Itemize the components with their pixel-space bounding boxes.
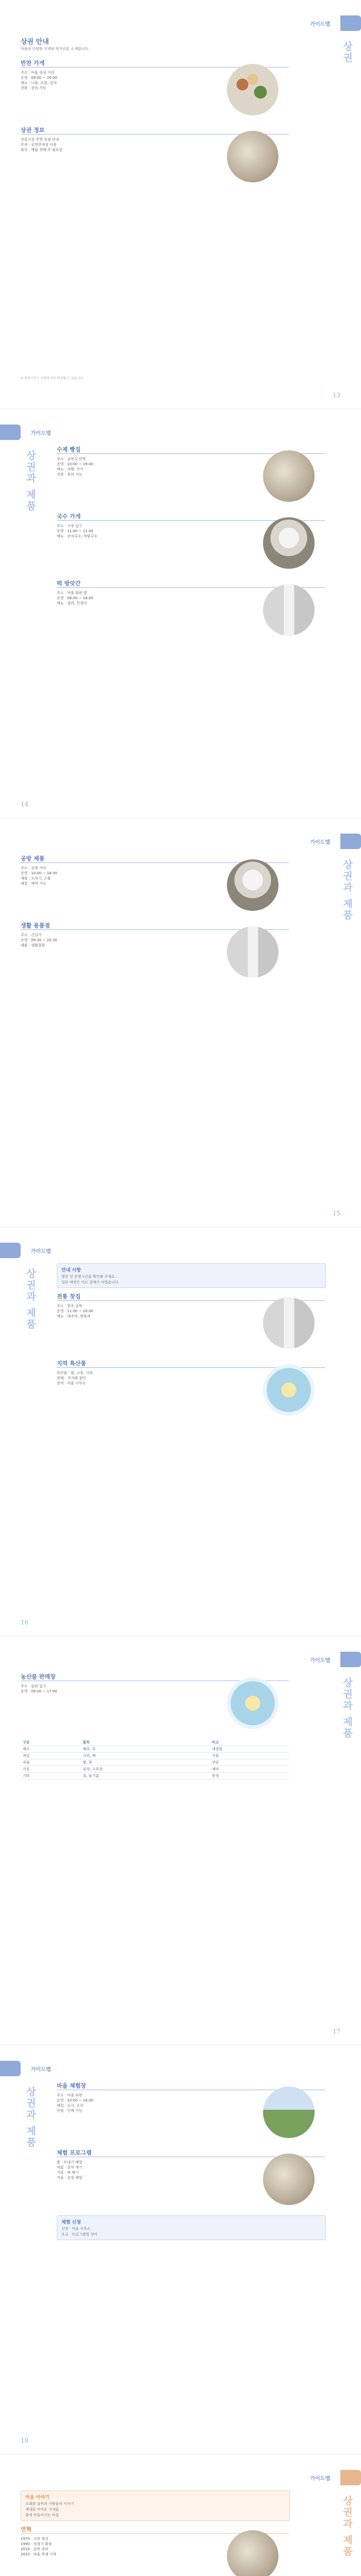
section-list-item: 주소 · 골목길 안쪽: [57, 457, 86, 461]
section-list: [21, 866, 191, 886]
section-list: [57, 2093, 227, 2113]
page-ribbon: [0, 425, 21, 440]
table-header-cell: 품목: [81, 1739, 210, 1746]
section-list: [21, 70, 191, 91]
table-cell: 계절별: [210, 1746, 289, 1753]
page-number: 18: [21, 2437, 29, 2444]
info-box-line: 오래된 골목과 사람들의 이야기: [25, 2502, 74, 2506]
table-cell: 된장, 고추장: [81, 1766, 210, 1773]
page-vertical-title: 상권과 제품: [341, 2496, 353, 2557]
section-list-item: 여름 · 감자 캐기: [57, 2165, 83, 2170]
section-photo: [263, 1364, 315, 1416]
section-list-item: 판매 · 직거래 장터: [57, 1376, 86, 1380]
page-sheet: [0, 2454, 361, 2576]
table-row: [21, 1773, 289, 1780]
page-number: 14: [21, 801, 29, 808]
section-list-item: 주소 · 공방 거리: [21, 866, 46, 870]
section-photo: [227, 926, 278, 978]
page-number: 17: [332, 2028, 340, 2035]
section-photo: [227, 1677, 278, 1729]
page-sheet: [0, 2045, 361, 2454]
section-list: [57, 590, 227, 606]
page-category: 가이드맵: [310, 840, 330, 845]
section-photo: [227, 2530, 278, 2576]
section-list-item: 문의 · 마을 사무소: [57, 1381, 86, 1385]
section-heading: 농산물 판매장: [21, 1673, 56, 1680]
page-sheet: [0, 818, 361, 1227]
section-list-item: 메뉴 · 절편, 인절미: [57, 601, 87, 605]
section-list-item: 운영 · 10:00 ~ 18:00: [21, 871, 57, 875]
section-list-item: 메뉴 · 식빵, 쿠키: [57, 467, 84, 471]
section-list-item: 1990 · 상점가 확장: [21, 2542, 52, 2546]
page-ribbon: [340, 2470, 361, 2485]
info-box: [21, 2490, 290, 2521]
section-list-item: 1970 · 시장 형성: [21, 2537, 48, 2541]
table-header-row: [21, 1739, 289, 1746]
section-photo: [263, 2087, 315, 2138]
page-vertical-title: 상권과 제품: [25, 1268, 36, 1330]
info-box: [57, 2215, 326, 2240]
table-cell: 연중: [210, 1759, 289, 1766]
section-list-item: 전통시장 주변 상점 안내: [21, 138, 59, 142]
section-heading: 상권 정보: [21, 127, 45, 133]
section-list-item: 봄 · 모내기 체험: [57, 2160, 83, 2164]
info-box-line: 함께 만들어가는 마을: [25, 2513, 59, 2517]
section-list-item: 운영 · 11:00 ~ 21:00: [57, 529, 93, 533]
info-box-line: 신청 · 마을 사무소: [61, 2227, 91, 2231]
page-sheet: [0, 1227, 361, 1636]
page-heading: 상권 안내: [21, 38, 49, 46]
page-category: 가이드맵: [310, 1658, 330, 1664]
page-category: 가이드맵: [310, 22, 330, 27]
page-ribbon: [340, 1652, 361, 1667]
page-ribbon: [0, 1243, 21, 1258]
section-list-item: 주차 · 공영주차장 이용: [21, 143, 57, 147]
table-cell: 꿀, 들기름: [81, 1773, 210, 1780]
section-list: [57, 1303, 227, 1319]
info-box-line: 세대를 이어온 가게들: [25, 2507, 59, 2512]
section-list-item: 운영 · 09:00 ~ 17:00: [21, 1689, 57, 1693]
page-ribbon: [340, 834, 361, 849]
section-list-item: 체험 · 예약 가능: [21, 882, 46, 886]
section-list: [57, 456, 227, 477]
page-vertical-title: 상권과 제품: [341, 859, 353, 921]
section-list-item: 가을 · 벼 베기: [57, 2171, 79, 2175]
page-vertical-title: 상권: [341, 41, 353, 64]
page-number: 16: [21, 1619, 29, 1626]
section-list-item: 주소 · 마을 뒤편: [57, 2093, 83, 2097]
section-list-item: 주소 · 한옥 골목: [57, 1304, 83, 1308]
section-list-item: 메뉴 · 잔치국수, 비빔국수: [57, 534, 97, 538]
section-list: [21, 933, 191, 948]
table-header-cell: 비고: [210, 1739, 289, 1746]
section-photo: [263, 584, 315, 636]
page-number: 13: [332, 392, 340, 399]
table-cell: 한정: [210, 1773, 289, 1780]
info-box-line: 일부 매장은 카드 결제가 어렵습니다.: [61, 1280, 120, 1284]
section-list-item: 운영 · 10:00 ~ 16:00: [57, 2098, 93, 2103]
table-row: [21, 1766, 289, 1773]
table-cell: 곡물: [21, 1759, 81, 1766]
page-vertical-title: 상권과 제품: [25, 450, 36, 512]
section-heading: 공방 제품: [21, 855, 45, 862]
section-list-item: 메뉴 · 나물, 조림, 김치: [21, 81, 57, 85]
section-list-item: 운영 · 09:30 ~ 20:30: [21, 938, 57, 942]
section-list-item: 주소 · 마을 중심 거리: [21, 71, 55, 75]
page-note: ※ 영업시간은 사정에 따라 변경될 수 있습니다.: [21, 377, 84, 380]
table-row: [21, 1746, 289, 1753]
section-list-item: 운영 · 09:00 ~ 20:00: [21, 76, 57, 80]
section-list-item: 휴무 · 매월 첫째 주 월요일: [21, 148, 62, 152]
section-list-item: 전화 · 문의 가능: [57, 472, 83, 477]
section-photo: [263, 2154, 315, 2205]
page-sheet: [0, 0, 361, 409]
section-list-item: 겨울 · 김장 체험: [57, 2176, 83, 2180]
page-sheet: [0, 1636, 361, 2045]
section-list: [21, 137, 191, 152]
section-heading: 지역 특산품: [57, 1360, 86, 1367]
section-heading: 연혁: [21, 2526, 32, 2533]
info-box-title: 체험 신청: [61, 2220, 81, 2225]
section-list-item: 주소 · 큰길가: [21, 933, 42, 937]
table-cell: 기타: [21, 1773, 81, 1780]
section-list-item: 체험 · 농사, 요리: [57, 2104, 84, 2108]
section-photo: [263, 450, 315, 502]
section-heading: 떡 방앗간: [57, 580, 81, 587]
section-heading: 체험 프로그램: [57, 2149, 92, 2156]
table-row: [21, 1759, 289, 1766]
section-list-item: 주소 · 시장 입구: [57, 524, 83, 528]
table-row: [21, 1753, 289, 1759]
page-category: 가이드맵: [31, 431, 51, 436]
section-heading: 전통 찻집: [57, 1293, 81, 1300]
section-photo: [227, 859, 278, 911]
section-list: [21, 1684, 191, 1694]
table-cell: 채소: [21, 1746, 81, 1753]
table-cell: 사과, 배: [81, 1753, 210, 1759]
page-intro: 마을의 다양한 가게와 먹거리를 소개합니다.: [21, 47, 89, 51]
section-heading: 국수 가게: [57, 513, 81, 520]
section-heading: 반찬 가게: [21, 60, 45, 66]
info-box-line: 요금 · 프로그램별 상이: [61, 2232, 97, 2236]
section-list-item: 인원 · 단체 가능: [57, 2109, 83, 2113]
section-list: [57, 1370, 227, 1386]
section-list: [57, 523, 227, 539]
section-list-item: 제품 · 생활잡화: [21, 943, 45, 947]
section-list-item: 제품 · 도자기, 소품: [21, 876, 51, 880]
section-list-item: 운영 · 11:00 ~ 20:00: [57, 1309, 93, 1313]
table-header-cell: 구분: [21, 1739, 81, 1746]
section-list-item: 운영 · 10:00 ~ 19:00: [57, 462, 93, 466]
page-number: 15: [332, 1210, 340, 1217]
section-heading: 생활 용품점: [21, 922, 50, 929]
table-cell: 가공: [21, 1766, 81, 1773]
info-box-title: 안내 사항: [61, 1268, 81, 1273]
section-photo: [227, 131, 278, 182]
section-list-item: 주소 · 들판 입구: [21, 1684, 46, 1688]
section-heading: 수제 빵집: [57, 446, 81, 453]
section-list: [21, 2536, 191, 2557]
page-category: 가이드맵: [310, 2476, 330, 2482]
info-box-title: 마을 이야기: [25, 2495, 50, 2500]
section-photo: [263, 1297, 315, 1349]
table-cell: 과일: [21, 1753, 81, 1759]
section-list-item: 운영 · 08:00 ~ 18:00: [57, 596, 93, 600]
info-box-line: 방문 전 운영시간을 확인해 주세요.: [61, 1275, 116, 1279]
page-ribbon: [340, 15, 361, 31]
section-list-item: 메뉴 · 대추차, 쌍화차: [57, 1314, 91, 1318]
page-sheet: [0, 409, 361, 818]
section-heading: 마을 체험장: [57, 2082, 86, 2089]
section-photo: [227, 64, 278, 115]
page-vertical-title: 상권과 제품: [25, 2087, 36, 2148]
section-list-item: 전화 · 문의 가능: [21, 86, 46, 90]
table-cell: 쌀, 콩: [81, 1759, 210, 1766]
section-list-item: 2010 · 골목 정비: [21, 2547, 48, 2551]
section-list-item: 2020 · 마을 축제 시작: [21, 2552, 57, 2556]
table-cell: 가을: [210, 1753, 289, 1759]
data-table: [21, 1739, 289, 1780]
page-category: 가이드맵: [31, 1249, 51, 1255]
section-list-item: 특산물 · 쌀, 고추, 사과: [57, 1371, 93, 1375]
section-photo: [263, 517, 315, 569]
table-cell: 배추, 무: [81, 1746, 210, 1753]
page-ribbon: [0, 2061, 21, 2076]
page-vertical-title: 상권과 제품: [341, 1677, 353, 1739]
section-list: [57, 2160, 227, 2180]
info-box: [57, 1263, 326, 1288]
page-category: 가이드맵: [31, 2067, 51, 2073]
section-list-item: 주소 · 마을 회관 옆: [57, 591, 87, 595]
table-cell: 예약: [210, 1766, 289, 1773]
